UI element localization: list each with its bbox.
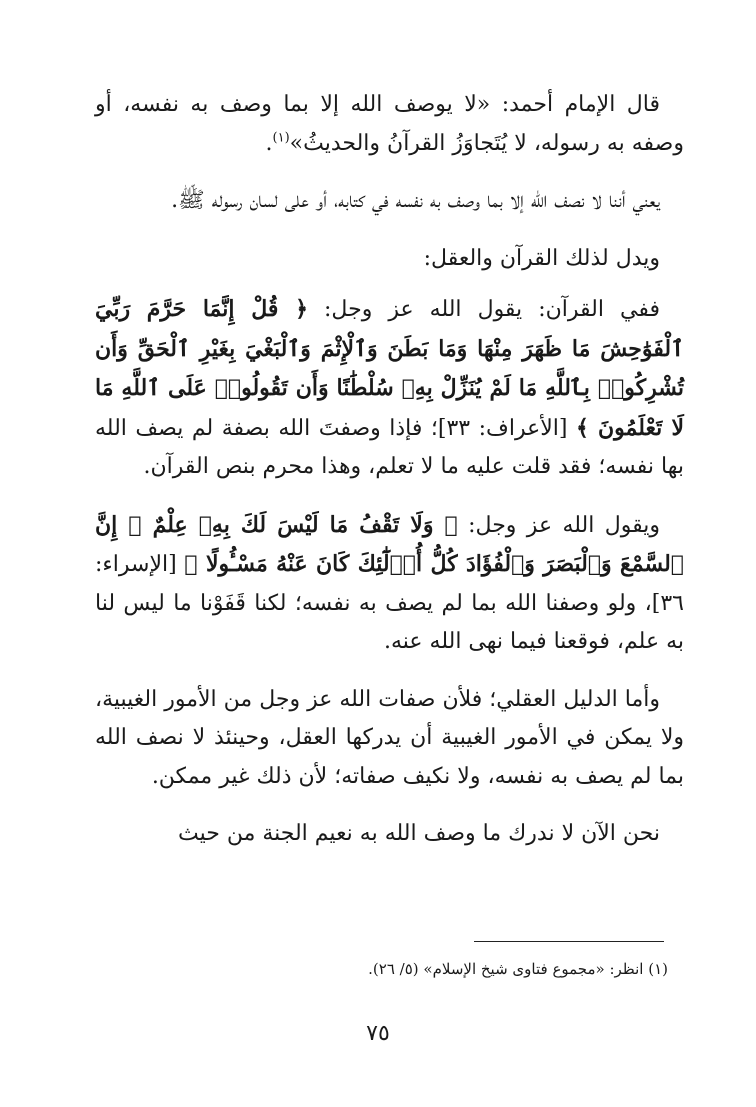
quran-verse-araf: ﴿ قُلْ إِنَّمَا حَرَّمَ رَبِّيَ ٱلْفَوَٰحِشَ مَا ظَهَرَ مِنْهَا وَمَا بَطَنَ وَٱلْإِثْمَ وَٱلْبَغْيَ بِغَيْرِ ٱلْحَقِّ وَأَن تُشْرِكُوا۟ بِٱللَّهِ مَا لَمْ يُنَزِّلْ بِهِۦ سُلْطَٰنًا وَأَن تَقُولُوا۟ عَلَى ٱللَّهِ مَا لَا تَعْلَمُونَ ﴾ [95, 296, 684, 441]
quran-evidence-intro: ففي القرآن: يقول الله عز وجل: [307, 297, 661, 322]
paragraph-paradise: نحن الآن لا ندرك ما وصف الله به نعيم الجنة من حيث [177, 821, 660, 846]
footnote: (١) انظر: «مجموع فتاوى شيخ الإسلام» (٥/ ٢٦). [368, 960, 668, 978]
paragraph-quran-evidence [95, 290, 684, 487]
imam-ahmad-quote: قال الإمام أحمد: «لا يوصف الله إلا بما وصف به نفسه، أو وصفه به رسوله، لا يُتَجاوَزُ القرآنُ والحديثُ» [95, 92, 684, 156]
quran-evidence-explanation: [الأعراف: ٣٣]؛ فإذا وصفتَ الله بصفة لم يصف الله بها نفسه؛ فقد قلت عليه ما لا تعلم، وهذا محرم بنص القرآن. [95, 415, 684, 479]
paragraph-explanation: يعني أننا لا نصف الله إلا بما وصف به نفسه في كتابه، أو على لسان رسوله ﷺ. [171, 188, 660, 213]
footnote-reference[interactable]: (١) [272, 130, 290, 146]
imam-ahmad-quote-end: . [265, 130, 273, 156]
quran-verse-isra: ﴿ وَلَا تَقْفُ مَا لَيْسَ لَكَ بِهِۦ عِلْمٌ ۚ إِنَّ ٱلسَّمْعَ وَٱلْبَصَرَ وَٱلْفُؤَادَ كُلُّ أُو۟لَٰٓئِكَ كَانَ عَنْهُ مَسْـُٔولًا ﴾ [95, 511, 684, 577]
quran-evidence-2-explanation: [الإسراء: ٣٦]، ولو وصفنا الله بما لم يصف به نفسه؛ لكنا قَفَوْنا ما ليس لنا به علم، فوقعنا فيما نهى الله عنه. [95, 552, 684, 654]
page-body [95, 86, 684, 854]
paragraph-rational-evidence: وأما الدليل العقلي؛ فلأن صفات الله عز وجل من الأمور الغيبية، ولا يمكن في الأمور الغيبية أن يدركها العقل، وحينئذ لا نصف الله بما لم يصف به نفسه، ولا نكيف صفاته؛ لأن ذلك غير ممكن. [95, 686, 684, 789]
paragraph-quran-evidence-2 [95, 506, 684, 662]
paragraph-imam-ahmad [95, 86, 684, 163]
page-number: ٧٥ [366, 1021, 390, 1046]
paragraph-evidence-intro: ويدل لذلك القرآن والعقل: [423, 245, 660, 271]
quran-evidence-2-intro: ويقول الله عز وجل: [457, 512, 660, 538]
footnote-divider [474, 941, 664, 942]
